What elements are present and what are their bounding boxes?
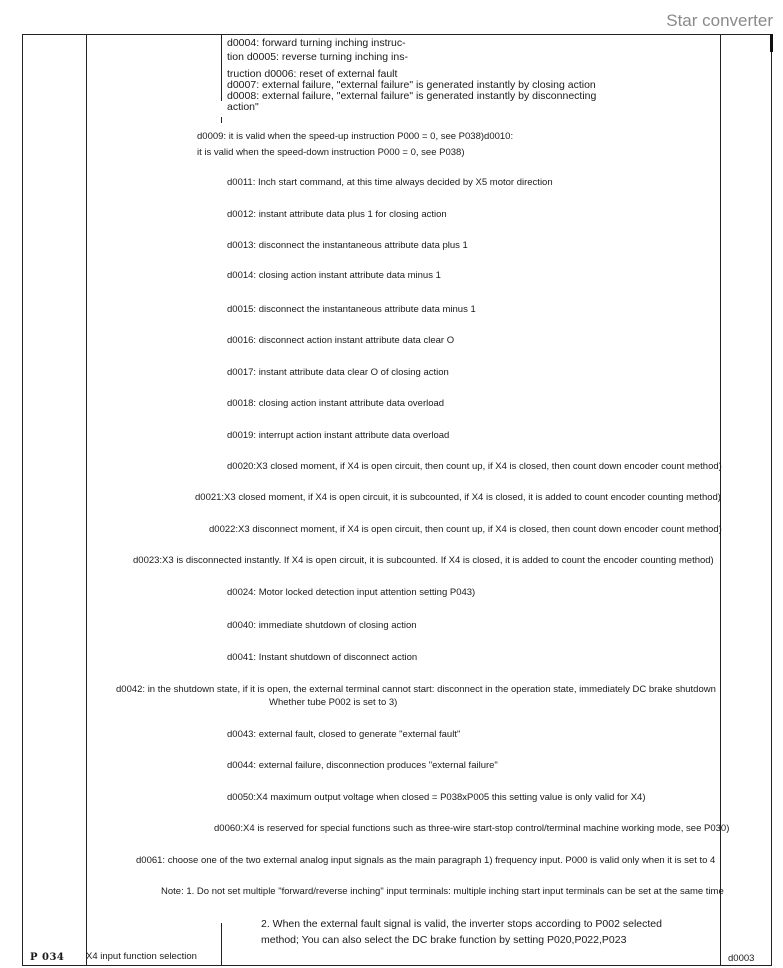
- option-line: d0040: immediate shutdown of closing action: [227, 620, 417, 631]
- option-line: d0022:X3 disconnect moment, if X4 is open circuit, then count up, if X4 is closed, then count down encoder count method): [209, 524, 722, 535]
- option-line: it is valid when the speed-down instruction P000 = 0, see P038): [197, 147, 465, 158]
- option-line: d0008: external failure, "external failure" is generated instantly by disconnecting: [227, 90, 597, 102]
- option-line: d0043: external fault, closed to generate "external fault": [227, 729, 461, 740]
- note-line: Note: 1. Do not set multiple "forward/reverse inching" input terminals: multiple inching start input terminals can be set at the same time: [161, 886, 724, 897]
- option-line: d0060:X4 is reserved for special functions such as three-wire start-stop control/terminal machine working mode, see P030): [214, 823, 730, 834]
- option-line: d0009: it is valid when the speed-up instruction P000 = 0, see P038)d0010:: [197, 131, 514, 142]
- note-line: 2. When the external fault signal is valid, the inverter stops according to P002 selected: [261, 918, 662, 930]
- option-line: d0044: external failure, disconnection produces "external failure": [227, 760, 498, 771]
- column-divider: [86, 35, 87, 965]
- column-divider: [221, 923, 222, 965]
- column-divider: [221, 117, 222, 123]
- option-line: d0015: disconnect the instantaneous attribute data minus 1: [227, 304, 476, 315]
- option-line: tion d0005: reverse turning inching ins-: [227, 51, 408, 63]
- option-line: d0042: in the shutdown state, if it is open, the external terminal cannot start: disconnect in the operation state, immediately DC brake shutdown: [116, 684, 716, 695]
- option-line: action": [227, 101, 259, 113]
- option-line: d0024: Motor locked detection input attention setting P043): [227, 587, 476, 598]
- option-line: d0019: interrupt action instant attribute data overload: [227, 430, 450, 441]
- parameter-code: P 034: [30, 952, 65, 963]
- option-line: d0041: Instant shutdown of disconnect action: [227, 652, 418, 663]
- option-line: d0050:X4 maximum output voltage when closed = P038xP005 this setting value is only valid for X4): [227, 792, 646, 803]
- parameter-name: X4 input function selection: [86, 951, 197, 962]
- note-line: method; You can also select the DC brake function by setting P020,P022,P023: [261, 934, 627, 946]
- parameter-default: d0003: [728, 953, 755, 964]
- option-line: d0018: closing action instant attribute data overload: [227, 398, 445, 409]
- page-edge-mark: [770, 34, 773, 52]
- option-line: d0016: disconnect action instant attribute data clear O: [227, 335, 455, 346]
- option-line: Whether tube P002 is set to 3): [269, 697, 398, 708]
- option-line: d0021:X3 closed moment, if X4 is open circuit, it is subcounted, if X4 is closed, it is added to count encoder counting method): [195, 492, 721, 503]
- option-line: d0007: external failure, "external failure" is generated instantly by closing action: [227, 79, 596, 91]
- option-line: d0013: disconnect the instantaneous attribute data plus 1: [227, 240, 468, 251]
- option-line: d0014: closing action instant attribute data minus 1: [227, 270, 441, 281]
- option-line: d0011: Inch start command, at this time always decided by X5 motor direction: [227, 177, 553, 188]
- option-line: d0004: forward turning inching instruc-: [227, 37, 406, 49]
- option-line: d0023:X3 is disconnected instantly. If X4 is open circuit, it is subcounted. If X4 is closed, it is added to count the encoder counting method): [133, 555, 714, 566]
- option-line: d0061: choose one of the two external analog input signals as the main paragraph 1) frequency input. P000 is valid only when it is set to 4: [136, 855, 716, 866]
- option-line: d0017: instant attribute data clear O of closing action: [227, 367, 449, 378]
- option-line: d0012: instant attribute data plus 1 for closing action: [227, 209, 447, 220]
- header-title: Star converter: [666, 11, 773, 30]
- column-divider: [221, 35, 222, 101]
- option-line: truction d0006: reset of external fault: [227, 68, 398, 80]
- option-line: d0020:X3 closed moment, if X4 is open circuit, then count up, if X4 is closed, then count down encoder count method): [227, 461, 722, 472]
